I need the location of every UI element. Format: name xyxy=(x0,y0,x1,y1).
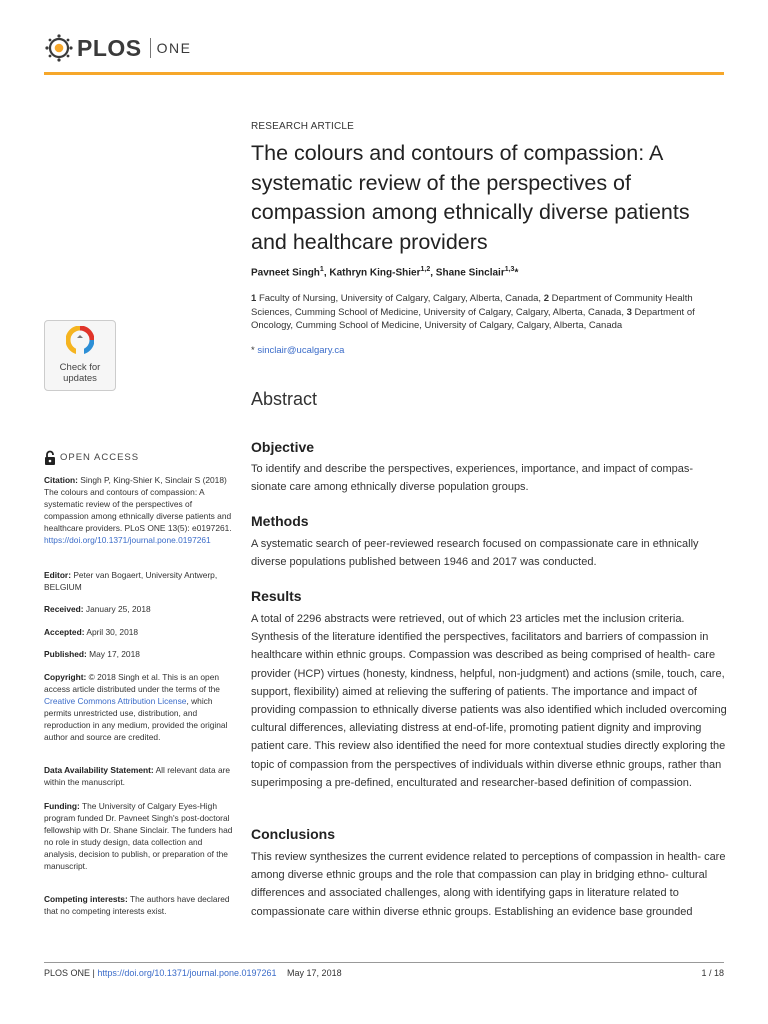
affiliations: 1 Faculty of Nursing, University of Calgary, Calgary, Alberta, Canada, 2 Department of Community Health Sciences, Cumming School of Medicine, University of Calgary, Calgary, Alberta, Canada, 3 Department of Oncology, Cumming School of Medicine, University of Calgary, Calgary, Alberta, Canada xyxy=(251,293,695,331)
article-type: RESEARCH ARTICLE xyxy=(251,121,355,132)
sidebar-citation: Citation: Singh P, King-Shier K, Sinclair S (2018) The colours and contours of compassion: A systematic review of the perspectives of compassion among ethnically diverse patients and healthcare providers. PLoS ONE 13(5): e0197261. https://doi.org/10.1371/journal.pone.0197261 xyxy=(44,475,232,545)
crossmark-icon xyxy=(66,326,94,354)
plos-one-logo[interactable] xyxy=(44,33,191,63)
logo-one-text: ONE xyxy=(156,40,192,56)
sidebar-data-availability: Data Availability Statement: All relevant data are within the manuscript. xyxy=(44,765,231,787)
check-for-updates-label: Check for updates xyxy=(59,362,101,384)
check-for-updates-badge[interactable] xyxy=(44,320,116,391)
plos-logo-icon xyxy=(44,33,74,63)
conclusions-text: This review synthesizes the current evidence related to perceptions of compassion in health- care among diverse ethnic groups and the role that compassion can play in bridging ethno- cultural differences and associated challenges, along with identifying gaps in literature related to compassionate care within diverse ethnic groups. Establishing an evidence base grounded xyxy=(251,851,726,918)
logo-plos-text: PLOS xyxy=(77,34,142,61)
footer-doi-link[interactable]: https://doi.org/10.1371/journal.pone.0197261 xyxy=(97,968,277,978)
objective-heading: Objective xyxy=(251,439,315,455)
sidebar-editor: Editor: Peter van Bogaert, University Antwerp, BELGIUM xyxy=(44,570,218,592)
footer-date: May 17, 2018 xyxy=(287,968,342,978)
corresponding-mark: * xyxy=(514,267,519,279)
email-link[interactable]: sinclair@ucalgary.ca xyxy=(257,345,345,356)
sidebar-competing-interests: Competing interests: The authors have declared that no competing interests exist. xyxy=(44,894,230,916)
citation-doi-link[interactable]: https://doi.org/10.1371/journal.pone.0197261 xyxy=(44,535,211,545)
page-number: 1 / 18 xyxy=(701,968,724,978)
footer-divider xyxy=(44,962,724,963)
author[interactable]: Kathryn King-Shier xyxy=(329,267,421,279)
author[interactable]: Pavneet Singh xyxy=(251,267,320,279)
abstract-heading: Abstract xyxy=(251,389,318,409)
open-access-badge xyxy=(44,450,139,465)
article-title: The colours and contours of compassion: A systematic review of the perspectives of compassion among ethnically diverse patients and healthcare providers xyxy=(251,141,690,254)
open-access-label: OPEN ACCESS xyxy=(60,452,140,463)
methods-text: A systematic search of peer-reviewed research focused on compassionate care in ethnically diverse populations published between 1946 and 2017 was conducted. xyxy=(251,538,699,569)
footer-journal: PLOS ONE | https://doi.org/10.1371/journal.pone.0197261 May 17, 2018 xyxy=(44,968,342,978)
open-lock-icon xyxy=(44,450,56,465)
objective-text: To identify and describe the perspectives, experiences, importance, and impact of compas- sionate care among ethnically diverse population groups. xyxy=(251,463,694,494)
sidebar-received: Received: January 25, 2018 xyxy=(44,604,151,614)
cc-license-link[interactable]: Creative Commons Attribution License xyxy=(44,696,187,706)
corresponding-email: * sinclair@ucalgary.ca xyxy=(251,345,345,356)
sidebar-published: Published: May 17, 2018 xyxy=(44,649,140,659)
author-list: Pavneet Singh$^1$, Kathryn King-Shier$^{1,2}$, Shane Sinclair$^{1,3}$* xyxy=(251,266,519,279)
sidebar-copyright: Copyright: © 2018 Singh et al. This is an open access article distributed under the terms of the Creative Commons Attribution License, which permits unrestricted use, distribution, and reproduction in any medium, provided the original author and source are credited. xyxy=(44,672,228,742)
conclusions-heading: Conclusions xyxy=(251,826,336,842)
results-heading: Results xyxy=(251,588,302,604)
sidebar-funding: Funding: The University of Calgary Eyes-High program funded Dr. Pavneet Singh's post-doctoral fellowship with Dr. Shane Sinclair. The funders had no role in study design, data collection and analysis, decision to publish, or preparation of the manuscript. xyxy=(44,801,233,871)
logo-divider xyxy=(150,38,151,58)
sidebar-accepted: Accepted: April 30, 2018 xyxy=(44,627,139,637)
methods-heading: Methods xyxy=(251,513,309,529)
results-text: A total of 2296 abstracts were retrieved, out of which 23 articles met the inclusion criteria. Synthesis of the literature identified the perspectives, facilitators and barriers of compassion in healthcare within ethnic groups. Compassion was described as being comprised of health- care provider (HCP) virtues (honesty, kindness, helpful, non-judgment) and actions (smile, touch, care, support, flexibility) aimed at relieving the suffering of patients. The importance and impact of providing compassion to ethnically diverse patients was also identified which included overcoming cultural differences, alleviating distress at end-of-life, promoting patient dignity and improving patient care. This review also identified the need for more contextual studies directly exploring the topic of compassion from the perspectives of individuals within diverse ethnic groups, rather than superimposing a pre-defined, enculturated and researcher-based definition of compassion. xyxy=(251,613,727,789)
header-accent-bar xyxy=(44,72,724,75)
page-header xyxy=(0,0,768,78)
author[interactable]: Shane Sinclair xyxy=(435,267,505,279)
